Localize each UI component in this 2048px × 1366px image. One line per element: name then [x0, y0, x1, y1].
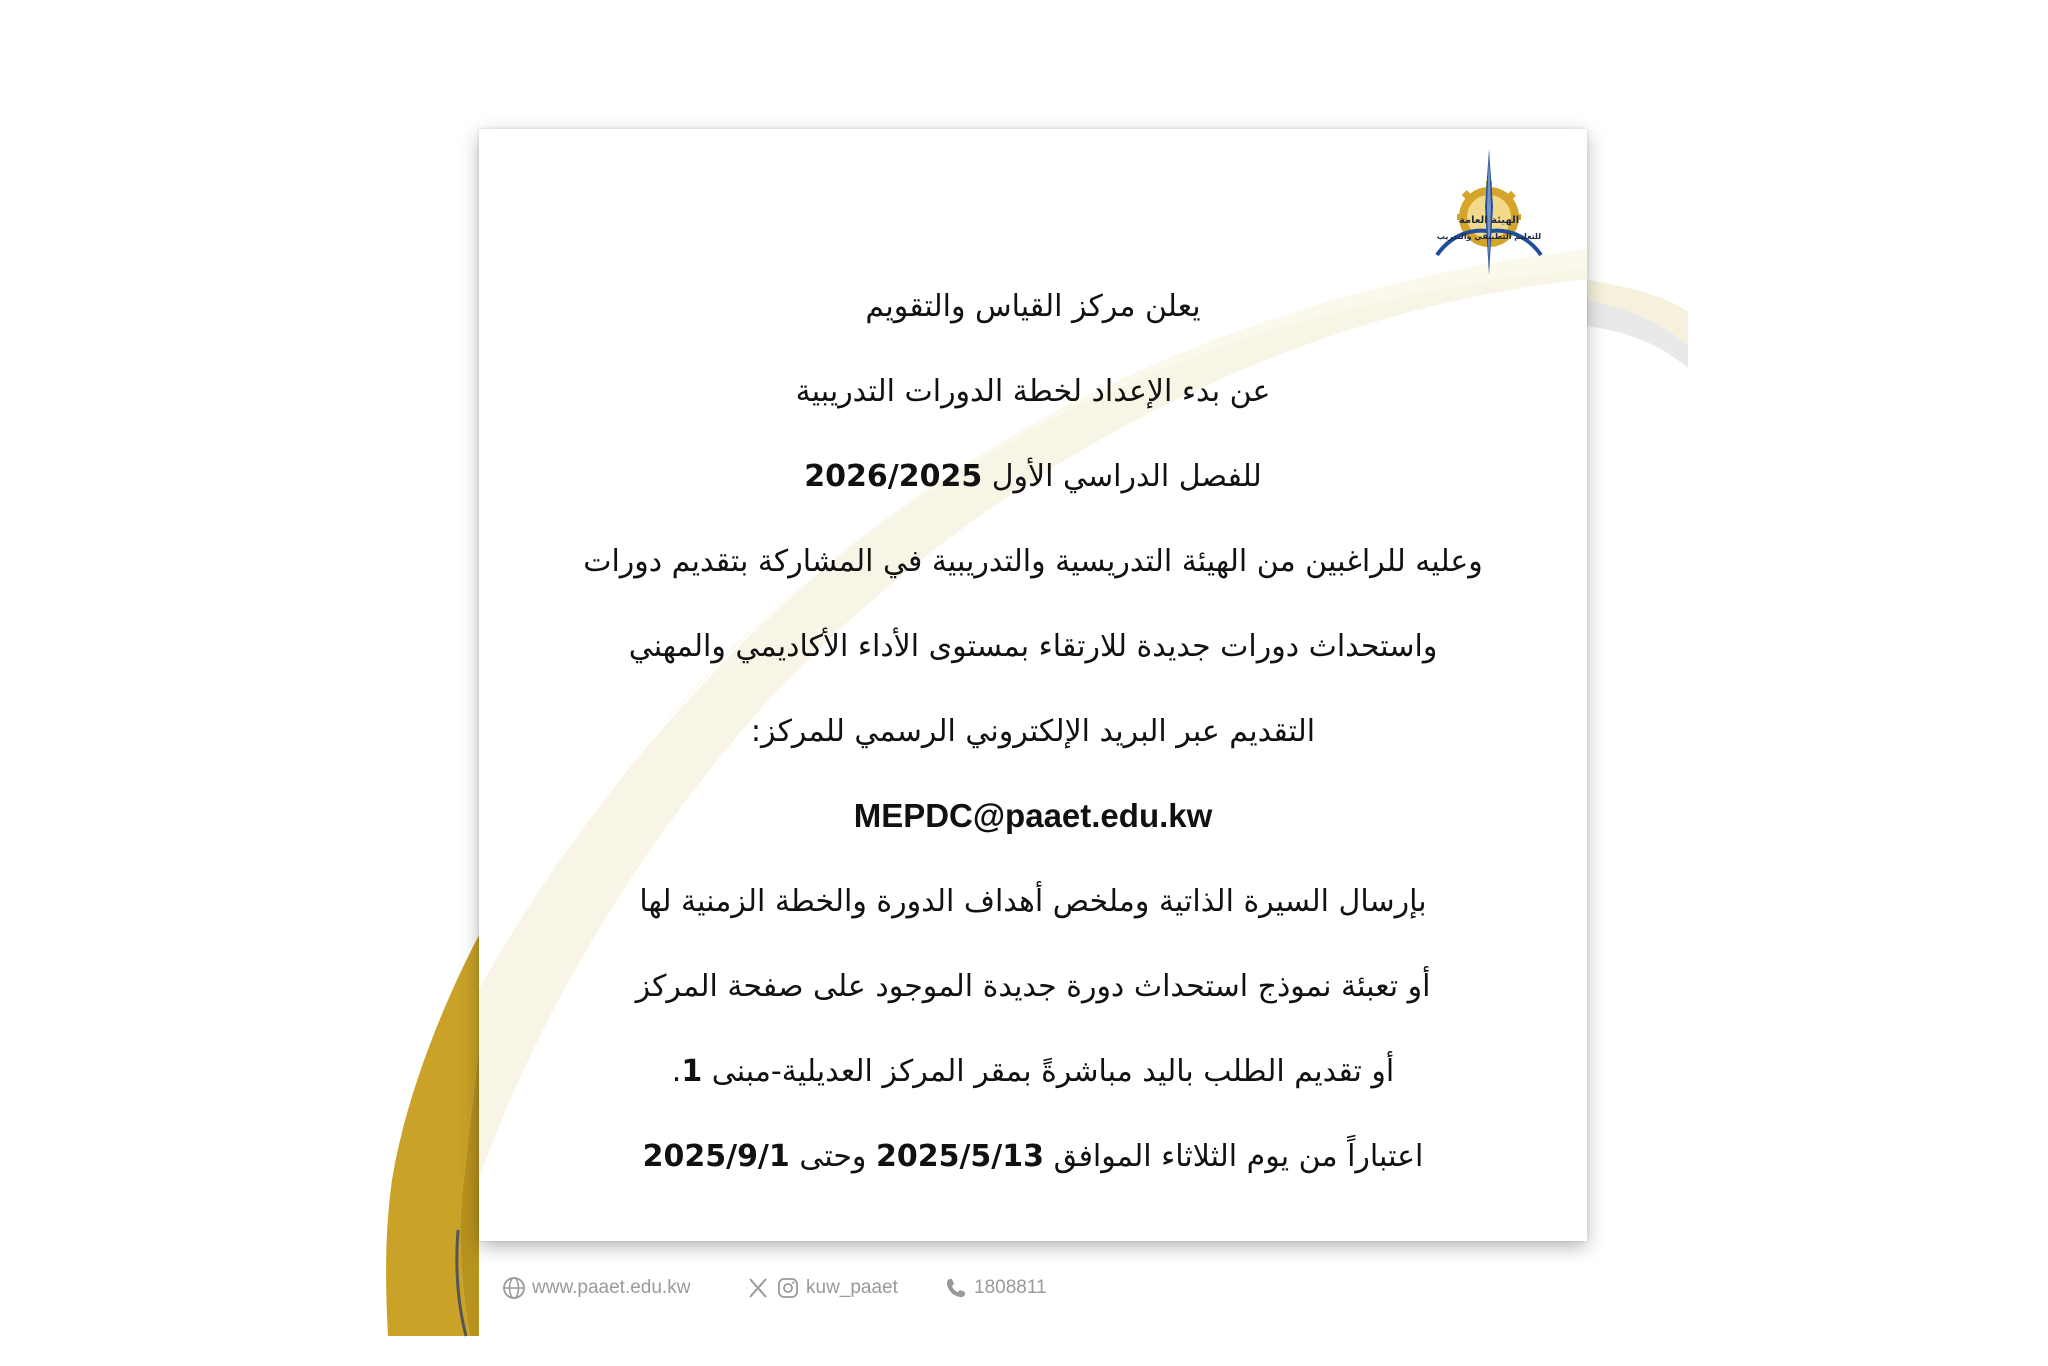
announcement-line-9: أو تعبئة نموذج استحداث دورة جديدة الموجود على صفحة المركز: [635, 969, 1431, 1004]
logo-text-line2: للتعليم التطبيقي والتدريب: [1436, 232, 1542, 241]
x-icon[interactable]: [746, 1276, 770, 1300]
until-text: وحتى: [799, 1139, 867, 1174]
semester-label: للفصل الدراسي الأول: [991, 459, 1262, 494]
announcement-line-6: التقديم عبر البريد الإلكتروني الرسمي للمركز:: [750, 714, 1316, 749]
announcement-text: [479, 129, 1587, 1241]
end-date: 2025/9/1: [642, 1139, 790, 1174]
start-date: 2025/5/13: [875, 1139, 1045, 1174]
website-url: www.paaet.edu.kw: [532, 1277, 691, 1298]
globe-icon: [502, 1276, 526, 1300]
starting-from-text: اعتباراً من يوم الثلاثاء الموافق: [1053, 1139, 1424, 1174]
in-person-text: أو تقديم الطلب باليد مباشرةً بمقر المركز العديلية-مبنى: [711, 1054, 1395, 1089]
announcement-card: [479, 129, 1587, 1241]
logo-text-line1: الهيئة العامة: [1458, 215, 1520, 226]
social-handle: kuw_paaet: [806, 1277, 898, 1298]
instagram-icon[interactable]: [776, 1276, 800, 1300]
phone-icon: [944, 1276, 968, 1300]
phone-number: 1808811: [974, 1277, 1047, 1298]
announcement-line-8: بإرسال السيرة الذاتية وملخص أهداف الدورة والخطة الزمنية لها: [639, 884, 1427, 919]
footer-social[interactable]: [746, 1268, 898, 1308]
announcement-line-11: [479, 1139, 1587, 1174]
announcement-line-5: واستحداث دورات جديدة للارتقاء بمستوى الأداء الأكاديمي والمهني: [628, 629, 1438, 664]
footer-website[interactable]: [502, 1268, 690, 1308]
line-end-dot: .: [671, 1054, 682, 1089]
announcement-line-4: وعليه للراغبين من الهيئة التدريسية والتدريبية في المشاركة بتقديم دورات: [583, 544, 1483, 579]
announcement-line-3: [479, 459, 1587, 494]
footer-phone[interactable]: [944, 1268, 1047, 1308]
announcement-line-10: [479, 1054, 1587, 1089]
building-number: 1: [681, 1054, 703, 1089]
center-email-link[interactable]: MEPDC@paaet.edu.kw: [853, 797, 1213, 834]
announcement-line-1: يعلن مركز القياس والتقويم: [865, 289, 1201, 324]
academic-year: 2026/2025: [804, 459, 983, 494]
announcement-line-2: عن بدء الإعداد لخطة الدورات التدريبية: [795, 374, 1271, 409]
